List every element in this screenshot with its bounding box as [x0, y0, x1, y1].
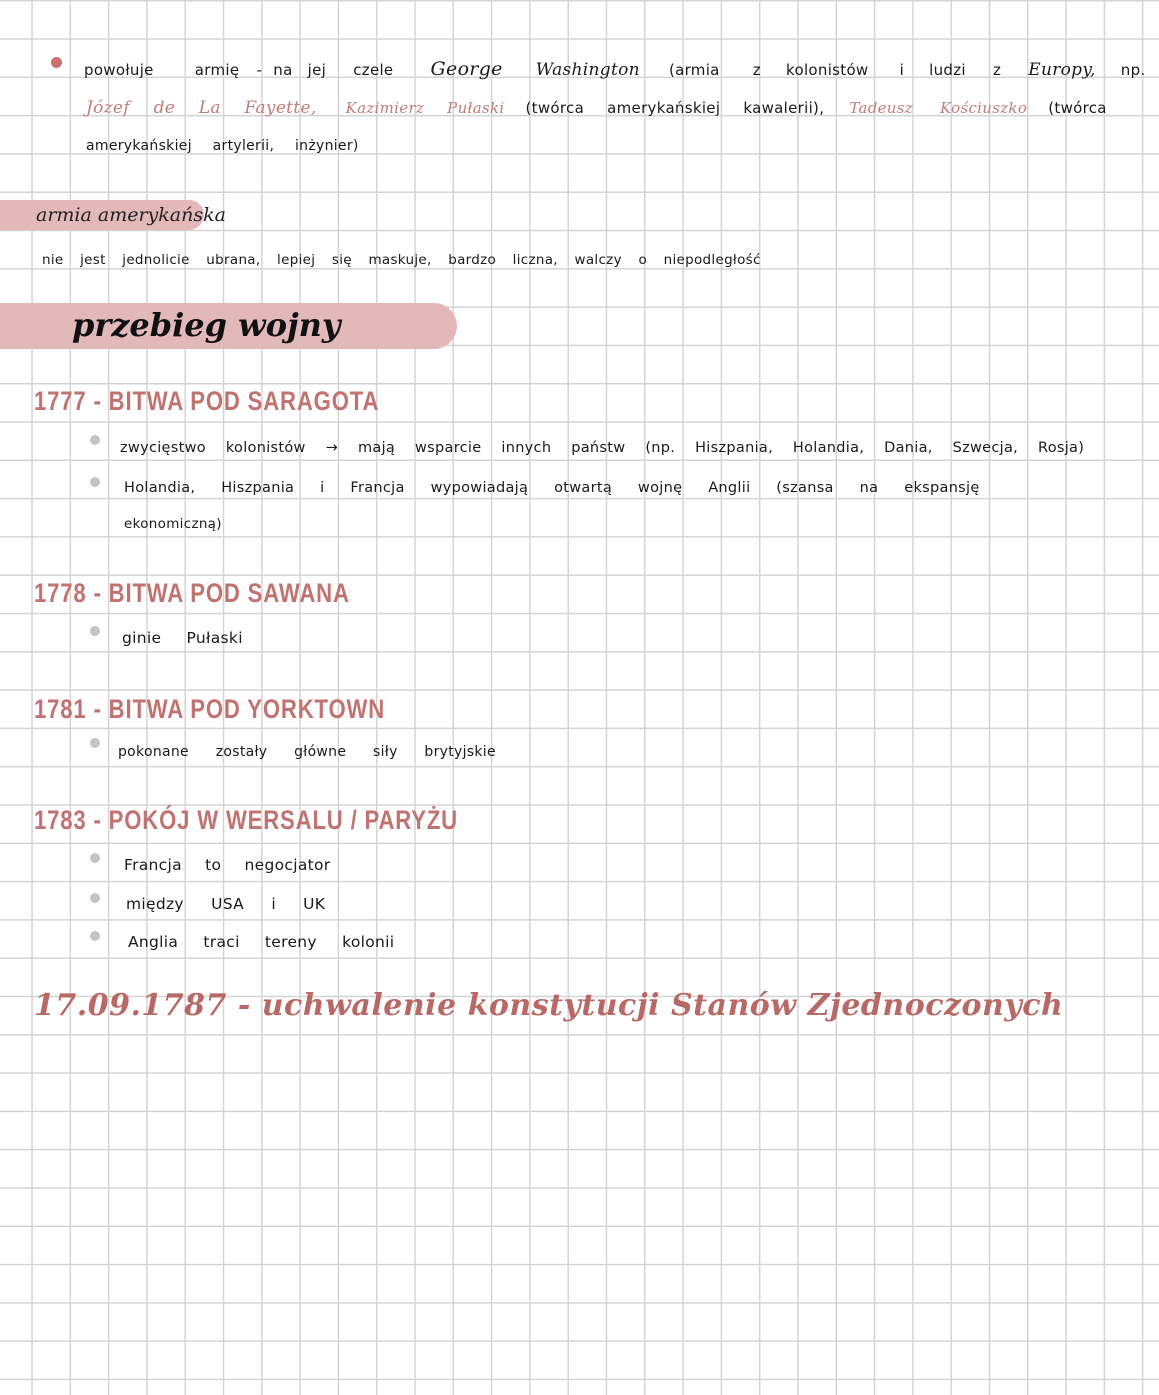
- intro-word: na: [273, 61, 293, 79]
- section-title-1777: 1777 - BITWA POD SARAGOTA: [34, 386, 380, 416]
- bullet-dot: [90, 435, 100, 445]
- intro-word: powołuje: [84, 61, 154, 79]
- bullet-dot: [90, 893, 100, 903]
- bullet-dot: [90, 931, 100, 941]
- person-pulaski: Kazimierz Pułaski: [345, 99, 505, 117]
- bullet-1777-2: Holandia, Hiszpania i Francja wypowiadają otwartą wojnę Anglii (szansa na ekspansję: [124, 480, 980, 496]
- section-title-1783: 1783 - POKÓJ W WERSALU / PARYŻU: [34, 805, 459, 835]
- bullet-1777-1: zwycięstwo kolonistów → mają wsparcie innych państw (np. Hiszpania, Holandia, Dania, Szwecja, Rosja): [120, 440, 1085, 456]
- course-heading: przebieg wojny: [72, 306, 341, 344]
- intro-word: -: [256, 61, 263, 79]
- intro-word: kolonistów: [786, 61, 869, 79]
- bullet-1781-1: pokonane zostały główne siły brytyjskie: [118, 744, 496, 760]
- person-lafayette: Józef de La Fayette,: [86, 98, 317, 118]
- kosciuszko-description-start: (twórca: [1048, 99, 1107, 117]
- intro-bullet-dot: [51, 57, 62, 68]
- bullet-dot: [90, 853, 100, 863]
- section-title-1781: 1781 - BITWA POD YORKTOWN: [34, 694, 386, 724]
- intro-line-1: [84, 58, 1159, 80]
- bullet-dot: [90, 477, 100, 487]
- pulaski-description: (twórca amerykańskiej kawalerii),: [525, 99, 825, 117]
- constitution-date-heading: 17.09.1787 - uchwalenie konstytucji Stanów Zjednoczonych: [34, 988, 1064, 1023]
- bullet-1777-2-cont: ekonomiczną): [124, 516, 222, 532]
- intro-word: z: [992, 61, 1002, 79]
- bullet-1778-1: ginie Pułaski: [122, 629, 243, 647]
- intro-word: armię: [194, 61, 240, 79]
- intro-word: czele: [353, 61, 394, 79]
- intro-word: np.: [1120, 61, 1146, 79]
- intro-line-3: [86, 138, 359, 154]
- intro-word: jej: [307, 61, 327, 79]
- intro-word: Europy,: [1028, 60, 1096, 80]
- bullet-1783-3: Anglia traci tereny kolonii: [128, 933, 395, 951]
- kosciuszko-description-end: amerykańskiej artylerii, inżynier): [86, 138, 359, 154]
- intro-word: (armia: [668, 61, 720, 79]
- intro-word: i: [899, 61, 905, 79]
- army-description: nie jest jednolicie ubrana, lepiej się maskuje, bardzo liczna, walczy o niepodległość: [42, 252, 761, 268]
- person-kosciuszko: Tadeusz Kościuszko: [849, 99, 1028, 117]
- army-heading: armia amerykańska: [36, 204, 226, 226]
- intro-word: ludzi: [929, 61, 966, 79]
- bullet-1783-1: Francja to negocjator: [124, 856, 331, 874]
- intro-word: George: [430, 58, 503, 80]
- intro-line-2: [86, 98, 1121, 118]
- section-title-1778: 1778 - BITWA POD SAWANA: [34, 578, 350, 608]
- bullet-1783-2: między USA i UK: [126, 895, 326, 913]
- intro-word: Washington: [535, 60, 640, 80]
- bullet-dot: [90, 738, 100, 748]
- bullet-dot: [90, 626, 100, 636]
- intro-word: z: [752, 61, 761, 79]
